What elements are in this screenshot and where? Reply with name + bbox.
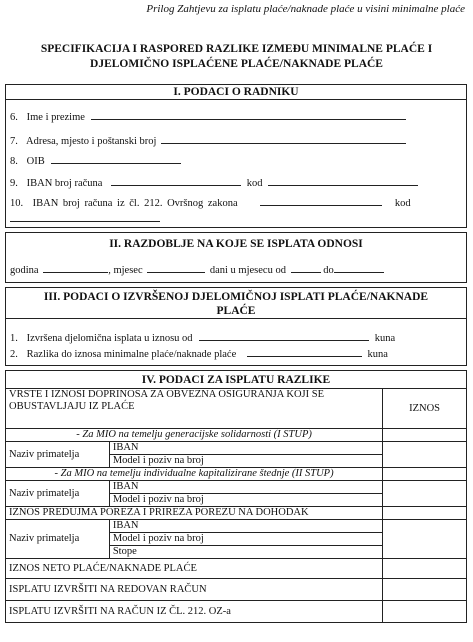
section-partial-payment bbox=[5, 287, 467, 366]
field-partial-amount[interactable] bbox=[10, 330, 395, 345]
mio1-amount[interactable] bbox=[383, 429, 467, 442]
section-period bbox=[5, 232, 467, 283]
section-worker-data bbox=[5, 84, 467, 228]
field-label: IBAN broj računa bbox=[26, 178, 103, 189]
label-to: do bbox=[323, 265, 334, 276]
amount-header: IZNOS bbox=[383, 389, 467, 429]
unit-label: kuna bbox=[367, 349, 388, 360]
field-label: Izvršena djelomična isplata u iznosu od bbox=[26, 333, 193, 344]
model-label[interactable]: Model i poziv na broj bbox=[109, 533, 382, 546]
field-number: 9. bbox=[10, 178, 18, 189]
net-pay-row bbox=[6, 559, 467, 579]
mio1-label: - Za MIO na temelju generacijske solidarnosti (I STUP) bbox=[6, 429, 383, 442]
field-difference[interactable] bbox=[10, 346, 388, 361]
field-number: 1. bbox=[10, 333, 18, 344]
tax-advance-label: IZNOS PREDUJMA POREZA I PRIREZA POREZU NA DOHODAK bbox=[6, 507, 383, 520]
field-suffix: kod bbox=[394, 198, 411, 209]
mio2-row bbox=[6, 468, 467, 481]
mio1-iban-row bbox=[6, 442, 467, 455]
recipient-name-label: Naziv primatelja bbox=[6, 520, 110, 559]
field-label: Adresa, mjesto i poštanski broj bbox=[26, 136, 157, 147]
mio1-detail-amount[interactable] bbox=[383, 442, 467, 468]
payment-table bbox=[5, 388, 467, 623]
field-label: IBAN broj računa iz čl. 212. Ovršnog zakona bbox=[32, 198, 238, 209]
mio2-label: - Za MIO na temelju individualne kapitalizirane štednje (II STUP) bbox=[6, 468, 383, 481]
title-line-2: DJELOMIČNO ISPLAĆENE PLAĆE/NAKNADE PLAĆE bbox=[90, 58, 383, 70]
section-3-title bbox=[6, 288, 466, 319]
field-line[interactable] bbox=[260, 195, 382, 206]
section-1-title: I. PODACI O RADNIKU bbox=[6, 85, 466, 100]
header-note: Prilog Zahtjevu za isplatu plaće/naknade plaće u visini minimalne plaće bbox=[146, 3, 465, 15]
section-2-title: II. RAZDOBLJE NA KOJE SE ISPLATA ODNOSI bbox=[109, 238, 363, 250]
field-oib[interactable] bbox=[10, 153, 181, 168]
table-header-row bbox=[6, 389, 467, 429]
field-line[interactable] bbox=[199, 330, 369, 341]
recipient-name-label: Naziv primatelja bbox=[6, 442, 110, 468]
field-line[interactable] bbox=[10, 211, 160, 222]
field-line[interactable] bbox=[51, 153, 181, 164]
field-label: Ime i prezime bbox=[26, 112, 85, 123]
mio2-detail-amount[interactable] bbox=[383, 481, 467, 507]
field-line[interactable] bbox=[247, 346, 362, 357]
iban-label[interactable]: IBAN bbox=[109, 520, 382, 533]
month-line[interactable] bbox=[147, 262, 205, 273]
title-line-1: SPECIFIKACIJA I RASPORED RAZLIKE IZMEĐU MINIMALNE PLAĆE I bbox=[40, 43, 433, 55]
net-pay-label: IZNOS NETO PLAĆE/NAKNADE PLAĆE bbox=[6, 559, 383, 579]
art212-account-label: ISPLATU IZVRŠITI NA RAČUN IZ ČL. 212. OZ-a bbox=[6, 601, 383, 623]
field-name[interactable] bbox=[10, 109, 406, 124]
field-line[interactable] bbox=[111, 175, 241, 186]
field-number: 8. bbox=[10, 156, 18, 167]
tax-advance-amount[interactable] bbox=[383, 507, 467, 520]
document-title bbox=[20, 42, 453, 72]
model-label[interactable]: Model i poziv na broj bbox=[109, 455, 382, 468]
section-3-title-line-1: III. PODACI O IZVRŠENOJ DJELOMIČNOJ ISPLATI PLAĆE/NAKNADE bbox=[43, 291, 429, 303]
label-month: , mjesec bbox=[108, 265, 143, 276]
days-from-line[interactable] bbox=[291, 262, 321, 273]
mio1-row bbox=[6, 429, 467, 442]
label-days: dani u mjesecu od bbox=[209, 265, 286, 276]
field-iban-212-continued[interactable] bbox=[10, 211, 160, 226]
iban-label[interactable]: IBAN bbox=[109, 481, 382, 494]
section-4-header bbox=[5, 370, 467, 389]
field-iban-212[interactable] bbox=[10, 195, 411, 210]
label-year: godina bbox=[10, 265, 39, 276]
mio2-iban-row bbox=[6, 481, 467, 494]
field-label: OIB bbox=[26, 156, 45, 167]
field-label: Razlika do iznosa minimalne plaće/naknade plaće bbox=[26, 349, 237, 360]
rates-label[interactable]: Stope bbox=[109, 546, 382, 559]
field-line[interactable] bbox=[91, 109, 406, 120]
contributions-header: VRSTE I IZNOSI DOPRINOSA ZA OBVEZNA OSIGURANJA KOJI SE OBUSTAVLJAJU IZ PLAĆE bbox=[6, 389, 383, 429]
art212-account-row bbox=[6, 601, 467, 623]
field-number: 2. bbox=[10, 349, 18, 360]
mio2-amount[interactable] bbox=[383, 468, 467, 481]
art212-account-amount[interactable] bbox=[383, 601, 467, 623]
tax-detail-amount[interactable] bbox=[383, 520, 467, 559]
field-iban[interactable] bbox=[10, 175, 418, 190]
field-number: 10. bbox=[10, 198, 24, 209]
regular-account-row bbox=[6, 579, 467, 601]
section-4-title: IV. PODACI ZA ISPLATU RAZLIKE bbox=[141, 374, 331, 386]
unit-label: kuna bbox=[374, 333, 396, 344]
days-to-line[interactable] bbox=[334, 262, 384, 273]
section-3-title-line-2: PLAĆE bbox=[216, 305, 256, 317]
tax-advance-row bbox=[6, 507, 467, 520]
field-address[interactable] bbox=[10, 133, 406, 148]
field-line[interactable] bbox=[161, 133, 406, 144]
year-line[interactable] bbox=[43, 262, 108, 273]
model-label[interactable]: Model i poziv na broj bbox=[109, 494, 382, 507]
field-number: 6. bbox=[10, 112, 18, 123]
regular-account-amount[interactable] bbox=[383, 579, 467, 601]
field-suffix: kod bbox=[246, 178, 263, 189]
iban-label[interactable]: IBAN bbox=[109, 442, 382, 455]
field-number: 7. bbox=[10, 136, 18, 147]
recipient-name-label: Naziv primatelja bbox=[6, 481, 110, 507]
period-row[interactable] bbox=[10, 262, 384, 277]
tax-iban-row bbox=[6, 520, 467, 533]
net-pay-amount[interactable] bbox=[383, 559, 467, 579]
regular-account-label: ISPLATU IZVRŠITI NA REDOVAN RAČUN bbox=[6, 579, 383, 601]
field-line-kod[interactable] bbox=[268, 175, 418, 186]
